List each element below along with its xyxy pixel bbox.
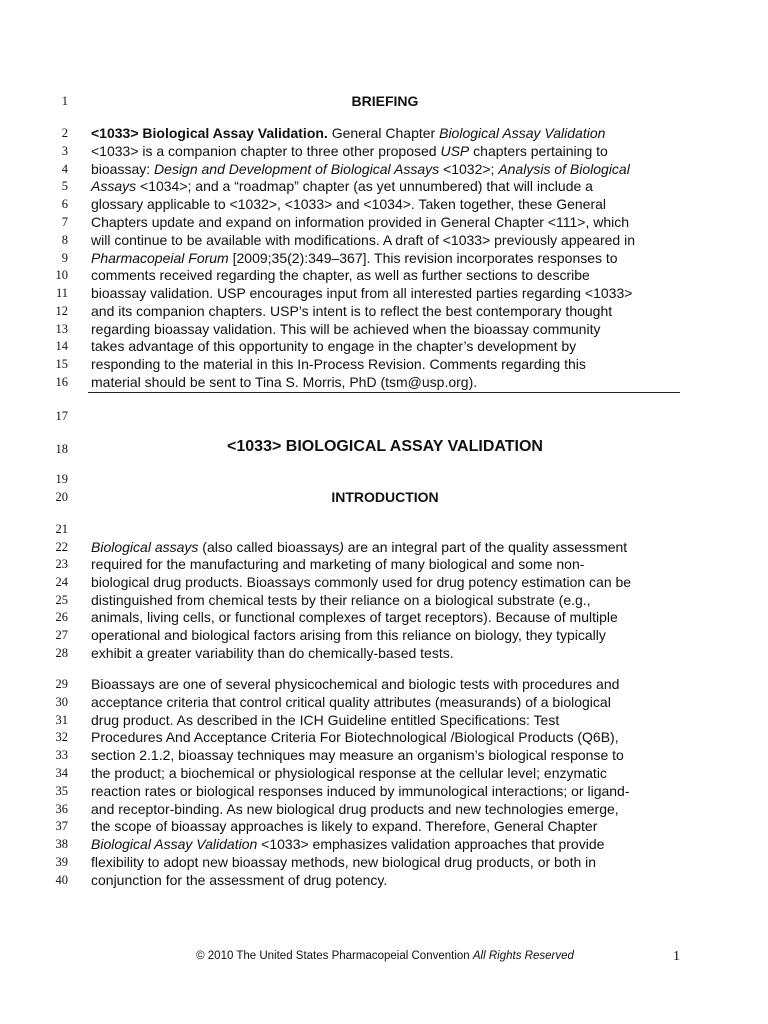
text-line bbox=[91, 160, 691, 178]
text-run: are an integral part of the quality assessment bbox=[343, 539, 628, 555]
line-number: 32 bbox=[55, 730, 68, 744]
text-line bbox=[91, 213, 691, 231]
text-line bbox=[91, 591, 691, 609]
text-run: reaction rates or biological responses induced by immunological interactions; or ligand- bbox=[91, 783, 630, 799]
text-run: will continue to be available with modifications. A draft of <1033> previously appeared in bbox=[91, 232, 636, 248]
text-run: Chapters update and expand on information provided in General Chapter <111>, which bbox=[91, 214, 630, 230]
italic-text: USP bbox=[440, 143, 470, 159]
text-line bbox=[91, 320, 691, 338]
text-line bbox=[91, 355, 691, 373]
line-number: 21 bbox=[55, 522, 68, 536]
line-number: 22 bbox=[55, 540, 68, 554]
text-run: animals, living cells, or functional complexes of target receptors). Because of multiple bbox=[91, 609, 618, 625]
text-line bbox=[91, 573, 691, 591]
text-run: and its companion chapters. USP’s intent is to reflect the best contemporary thought bbox=[91, 303, 613, 319]
text-run: material should be sent to Tina S. Morris, PhD (tsm@usp.org). bbox=[91, 374, 478, 390]
line-number: 29 bbox=[55, 677, 68, 691]
line-number: 15 bbox=[55, 357, 68, 371]
rights-reserved-text: All Rights Reserved bbox=[472, 950, 574, 962]
line-number: 26 bbox=[55, 610, 68, 624]
text-run: exhibit a greater variability than do chemically-based tests. bbox=[91, 645, 454, 661]
text-run: bioassay: bbox=[91, 161, 155, 177]
line-number: 9 bbox=[61, 251, 68, 265]
text-run: comments received regarding the chapter, as well as further sections to describe bbox=[91, 267, 590, 283]
italic-text: Biological Assay Validation bbox=[439, 125, 606, 141]
text-run: chapters pertaining to bbox=[469, 143, 608, 159]
text-run: bioassay validation. USP encourages input from all interested parties regarding <1033> bbox=[91, 285, 633, 301]
line-number: 8 bbox=[61, 233, 68, 247]
line-number: 14 bbox=[55, 339, 68, 353]
text-line bbox=[91, 626, 691, 644]
line-number: 39 bbox=[55, 855, 68, 869]
line-number: 25 bbox=[55, 593, 68, 607]
line-number: 38 bbox=[55, 837, 68, 851]
briefing-heading: BRIEFING bbox=[351, 93, 419, 109]
italic-text: Analysis of Biological bbox=[498, 161, 630, 177]
text-line bbox=[91, 782, 691, 800]
text-run: takes advantage of this opportunity to engage in the chapter’s development by bbox=[91, 338, 577, 354]
text-run: the product; a biochemical or physiological response at the cellular level; enzymatic bbox=[91, 765, 607, 781]
line-number: 10 bbox=[55, 268, 68, 282]
line-number: 19 bbox=[55, 472, 68, 486]
bold-text: <1033> Biological Assay Validation. bbox=[91, 125, 328, 141]
line-number: 24 bbox=[55, 575, 68, 589]
italic-text: ) bbox=[339, 539, 344, 555]
line-number: 18 bbox=[55, 442, 68, 456]
text-run: operational and biological factors arising from this reliance on biology, they typically bbox=[91, 627, 606, 643]
text-line bbox=[91, 373, 691, 391]
text-run: <1033> emphasizes validation approaches that provide bbox=[257, 836, 605, 852]
line-number: 40 bbox=[55, 873, 68, 887]
text-run: flexibility to adopt new bioassay methods, new biological drug products, or both in bbox=[91, 854, 597, 870]
text-run: Bioassays are one of several physicochemical and biologic tests with procedures and bbox=[91, 676, 620, 692]
line-number: 17 bbox=[55, 409, 68, 423]
text-run: drug product. As described in the ICH Guideline entitled Specifications: Test bbox=[91, 712, 560, 728]
text-run: acceptance criteria that control critical quality attributes (measurands) of a biological bbox=[91, 694, 611, 710]
chapter-title: <1033> BIOLOGICAL ASSAY VALIDATION bbox=[227, 438, 543, 455]
text-line bbox=[91, 871, 691, 889]
line-number: 37 bbox=[55, 819, 68, 833]
text-line bbox=[91, 675, 691, 693]
line-number: 34 bbox=[55, 766, 68, 780]
page-number: 1 bbox=[673, 949, 680, 964]
text-line bbox=[91, 195, 691, 213]
text-run: <1034>; and a “roadmap” chapter (as yet unnumbered) that will include a bbox=[136, 178, 593, 194]
italic-text: Biological Assay Validation bbox=[91, 836, 258, 852]
line-number: 27 bbox=[55, 628, 68, 642]
section-divider bbox=[88, 392, 680, 393]
text-line bbox=[91, 555, 691, 573]
text-line bbox=[91, 817, 691, 835]
text-line bbox=[91, 284, 691, 302]
text-line bbox=[91, 302, 691, 320]
line-number: 23 bbox=[55, 557, 68, 571]
line-number: 4 bbox=[61, 162, 68, 176]
page-footer bbox=[91, 948, 679, 964]
line-number: 7 bbox=[61, 215, 68, 229]
text-line bbox=[91, 124, 691, 142]
text-line bbox=[91, 835, 691, 853]
line-number: 20 bbox=[55, 490, 68, 504]
introduction-heading: INTRODUCTION bbox=[331, 489, 439, 505]
text-run: glossary applicable to <1032>, <1033> and <1034>. Taken together, these General bbox=[91, 196, 607, 212]
text-run: the scope of bioassay approaches is likely to expand. Therefore, General Chapter bbox=[91, 818, 598, 834]
text-run: <1033> is a companion chapter to three other proposed bbox=[91, 143, 441, 159]
line-number: 31 bbox=[55, 713, 68, 727]
text-line bbox=[91, 608, 691, 626]
text-line bbox=[91, 644, 691, 662]
line-number: 30 bbox=[55, 695, 68, 709]
italic-text: Pharmacopeial Forum bbox=[91, 250, 229, 266]
text-line bbox=[91, 746, 691, 764]
text-line bbox=[91, 800, 691, 818]
text-run: General Chapter bbox=[327, 125, 440, 141]
text-run: required for the manufacturing and marketing of many biological and some non- bbox=[91, 556, 585, 572]
text-line bbox=[91, 693, 691, 711]
line-number: 5 bbox=[61, 179, 68, 193]
text-line bbox=[91, 231, 691, 249]
line-number: 12 bbox=[55, 304, 68, 318]
text-run: biological drug products. Bioassays commonly used for drug potency estimation can be bbox=[91, 574, 632, 590]
text-line bbox=[91, 337, 691, 355]
italic-text: Design and Development of Biological Assays bbox=[154, 161, 440, 177]
line-number: 2 bbox=[61, 126, 68, 140]
text-line bbox=[91, 764, 691, 782]
text-line bbox=[91, 853, 691, 871]
text-run: Procedures And Acceptance Criteria For Biotechnological /Biological Products (Q6B), bbox=[91, 729, 619, 745]
text-run: <1032>; bbox=[439, 161, 499, 177]
copyright-text: © 2010 The United States Pharmacopeial Convention bbox=[196, 950, 470, 962]
text-run: distinguished from chemical tests by their reliance on a biological substrate (e.g., bbox=[91, 592, 591, 608]
text-line bbox=[91, 711, 691, 729]
line-number: 3 bbox=[61, 144, 68, 158]
line-number: 33 bbox=[55, 748, 68, 762]
text-line bbox=[91, 266, 691, 284]
text-run: conjunction for the assessment of drug potency. bbox=[91, 872, 388, 888]
text-run: regarding bioassay validation. This will be achieved when the bioassay community bbox=[91, 321, 601, 337]
line-number: 28 bbox=[55, 646, 68, 660]
text-line bbox=[91, 728, 691, 746]
text-run: section 2.1.2, bioassay techniques may measure an organism’s biological response to bbox=[91, 747, 624, 763]
text-run: and receptor-binding. As new biological drug products and new technologies emerge, bbox=[91, 801, 619, 817]
line-number: 13 bbox=[55, 322, 68, 336]
text-line bbox=[91, 142, 691, 160]
italic-text: Assays bbox=[91, 178, 137, 194]
text-run: responding to the material in this In-Process Revision. Comments regarding this bbox=[91, 356, 586, 372]
italic-text: Biological assays bbox=[91, 539, 199, 555]
text-line bbox=[91, 538, 691, 556]
line-number: 1 bbox=[61, 94, 68, 108]
line-number: 16 bbox=[55, 375, 68, 389]
line-number: 6 bbox=[61, 197, 68, 211]
line-number: 11 bbox=[55, 286, 68, 300]
text-run: [2009;35(2):349–367]. This revision incorporates responses to bbox=[228, 250, 618, 266]
line-number: 35 bbox=[55, 784, 68, 798]
line-number: 36 bbox=[55, 802, 68, 816]
text-line bbox=[91, 177, 691, 195]
text-line bbox=[91, 249, 691, 267]
text-run: (also called bioassays bbox=[198, 539, 340, 555]
